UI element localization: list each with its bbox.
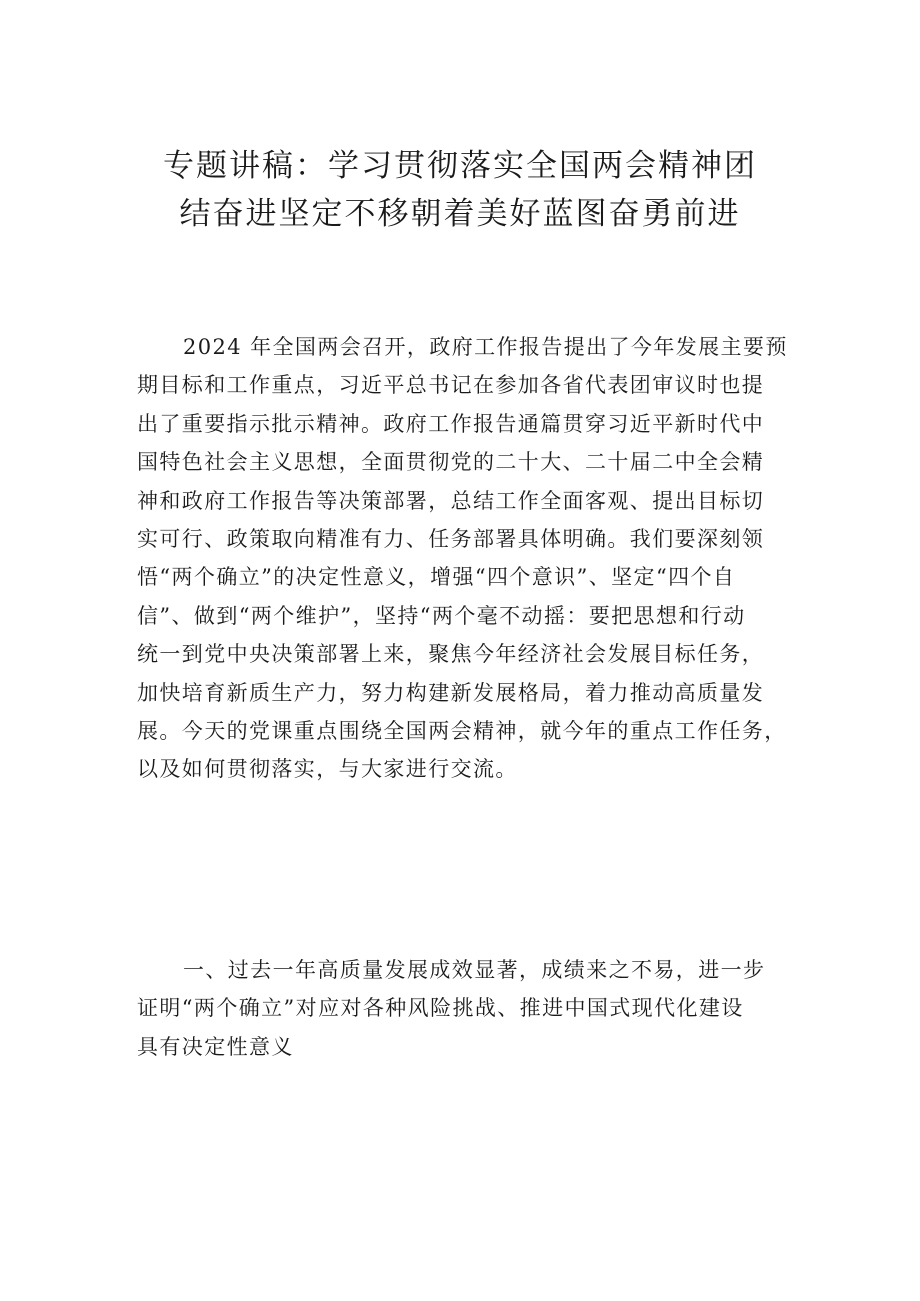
paragraph-line: 期目标和工作重点，习近平总书记在参加各省代表团审议时也提 [137, 373, 765, 398]
section-heading-1 [137, 951, 797, 1066]
heading-line: 证明“两个确立”对应对各种风险挑战、推进中国式现代化建设 [137, 996, 744, 1021]
paragraph-line: 以及如何贯彻落实，与大家进行交流。 [137, 757, 518, 782]
title-line: 结奋进坚定不移朝着美好蓝图奋勇前进 [179, 196, 741, 232]
heading-line: 一、过去一年高质量发展成效显著，成绩来之不易，进一步 [183, 958, 766, 982]
paragraph-line: 神和政府工作报告等决策部署，总结工作全面客观、提出目标切 [137, 488, 765, 513]
paragraph-line: 统一到党中央决策部署上来，聚焦今年经济社会发展目标任务， [137, 642, 765, 667]
paragraph-line: 信”、做到“两个维护”，坚持“两个毫不动摇：要把思想和行动 [137, 603, 746, 628]
paragraph-line: 悟“两个确立”的决定性意义，增强“四个意识”、坚定“四个自 [137, 565, 736, 590]
paragraph-line: 加快培育新质生产力，努力构建新发展格局，着力推动高质量发 [137, 680, 765, 705]
paragraph-line: 实可行、政策取向精准有力、任务部署具体明确。我们要深刻领 [137, 527, 765, 552]
paragraph-line: 2024 年全国两会召开，政府工作报告提出了今年发展主要预 [183, 335, 788, 359]
title-line: 专题讲稿：学习贯彻落实全国两会精神团 [163, 148, 757, 184]
paragraph-line: 国特色社会主义思想，全面贯彻党的二十大、二十届二中全会精 [137, 450, 765, 475]
heading-line: 具有决定性意义 [137, 1034, 294, 1059]
document-title [0, 142, 920, 238]
paragraph-line: 出了重要指示批示精神。政府工作报告通篇贯穿习近平新时代中 [137, 411, 765, 436]
paragraph-line: 展。今天的党课重点围绕全国两会精神，就今年的重点工作任务， [137, 719, 787, 744]
intro-paragraph [137, 328, 797, 789]
